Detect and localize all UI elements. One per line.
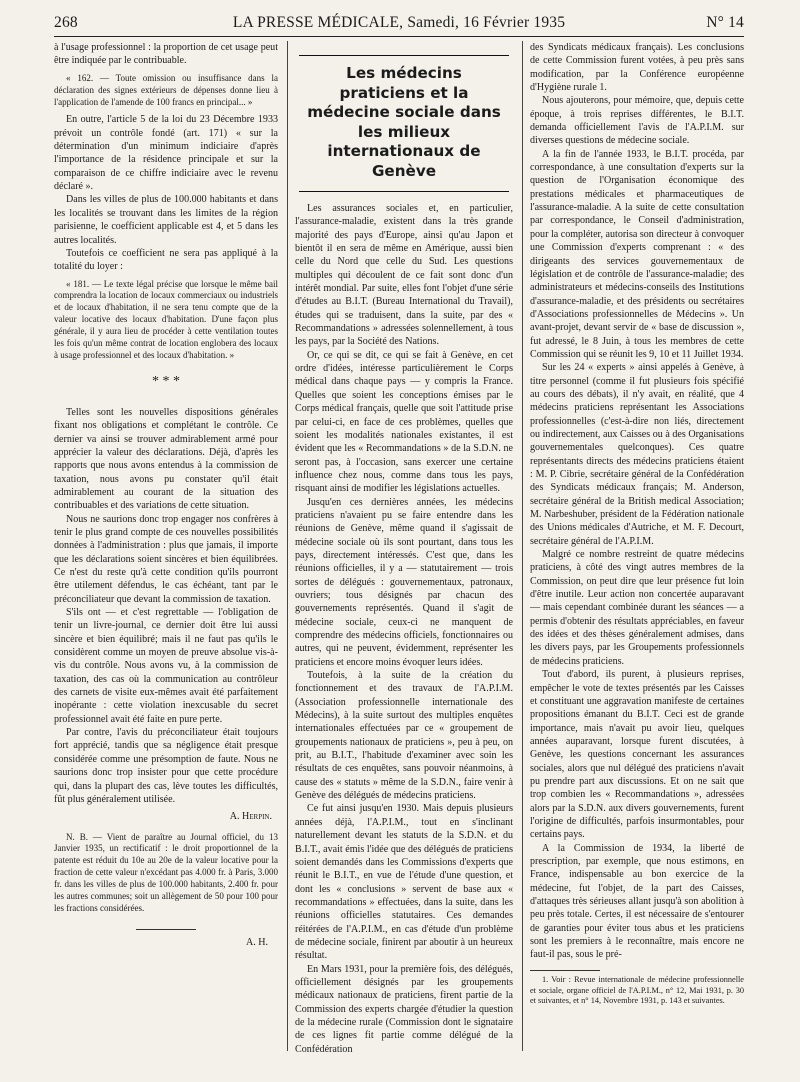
paragraph: A la fin de l'année 1933, le B.I.T. procéda, par correspondance, à une consultation d'experts sur la question de l'Organisation économique des prestations médicales et pharmaceutiques de l'assurance-maladie. A la suite de cette consultation par correspondance, le Conseil d'administration, pour la compléter, autorisa son directeur à convoquer une Commission d'experts comprenant : « des dirigeants des services gouvernementaux de législation et de contrôle de l'assurance-maladie; des administrateurs et médecins-conseils des Institutions d'assurance-maladie, et des présidents ou secrétaires d'Associations professionnelles de Médecins ». Un avant-projet, devant servir de « base de discussion », fut adressé, le 8 Juin, à tous les membres de cette Commission qui se réunit les 9, 10 et 11 Juillet 1934. [530, 148, 744, 360]
paragraph: Les assurances sociales et, en particulier, l'assurance-maladie, existent dans la très grande majorité des pays d'Europe, ainsi qu'au Japon et bientôt il en sera de même en Amérique, aussi bien celle du Nord que celle du Sud. Les questions multiples qui découlent de ce fait sont donc d'un intérêt mondial. Par suite, elles font l'objet d'une série d'études au B.I.T. (Bureau International du Travail), études qui se traduisent, dans la suite, par des « Recommandations » adressées solennellement, à tous les pays, par la Société des Nations. [295, 203, 513, 348]
paragraph: Or, ce qui se dit, ce qui se fait à Genève, en cet ordre d'idées, intéresse particulièrement le Corps médical dans chaque pays — y compris la France. Quelles que soient les conceptions émises par le Corps médical français, quelle que soit l'attitude prise par celui-ci, en face de ces problèmes, quelles que soient les modalités nationales existantes, il est évident que les « Recommandations » de la S.D.N. ne seront pas, à l'occasion, sans exercer une certaine influence chez nous, comme dans tous les pays, risquant ainsi de modifier les législations actuelles. [295, 349, 513, 495]
paragraph: Malgré ce nombre restreint de quatre médecins praticiens, à côté des vingt autres membres de la Commission, on peut dire que leur présence fut loin d'être inutile. Leur action non concertée auparavant — mais cependant combinée durant les séances — a permis d'obtenir des résultats appréciables, en faveur des idées et des thèses généralement admises, dans les divers pays, par les Groupements professionnels de médecins praticiens. [530, 549, 744, 667]
section-separator: * * * [152, 373, 180, 389]
article-title: Les médecins praticiens et la médecine sociale dans les milieux internationaux de Genève [299, 55, 509, 192]
footnote-rule [530, 970, 600, 971]
note-signature: A. H. [245, 936, 268, 948]
paragraph: En outre, l'article 5 de la loi du 23 Décembre 1933 prévoit un contrôle fondé (art. 171) « sur la détermination d'un minimum indiciaire d'après l'importance de la résidence principale et sur la comparaison de ce chiffre indiciaire avec le revenu déclaré ». [54, 114, 278, 193]
paragraph: Telles sont les nouvelles dispositions générales fixant nos obligations et complétant le contrôle. Ce dernier va ainsi se trouver admirablement armé pour apprécier la valeur des déclarations. Déjà, d'après les rapports que nous avons entendus à la commission de taxation, nous avons pu constater qu'il était admirablement au courant de la situation des contribuables et des variations de cette situation. [54, 406, 278, 512]
journal-title: LA PRESSE MÉDICALE, Samedi, 16 Février 1935 [232, 14, 566, 31]
paragraph: à l'usage professionnel : la proportion de cet usage peut être indiquée par le contribuable. [54, 42, 278, 67]
paragraph: Ce fut ainsi jusqu'en 1930. Mais depuis plusieurs années déjà, l'A.P.I.M., tout en s'inclinant naturellement devant les statuts de la S.D.N. et du B.I.T., avait émis l'idée que des délégués de praticiens soient demandés dans les Commissions d'experts que réunit le B.I.T., en vue de l'étude d'une question, et dont les « conclusions » servent de base aux « recommandations » effectuées, dans la suite, dans les réunions officielles statutaires. Ces demandes réitérées de l'A.P.I.M., en cas d'étude d'un problème de médecine sociale, finirent par aboutir à un heureux résultat. [295, 803, 513, 962]
paragraph: Toutefois ce coefficient ne sera pas appliqué à la totalité du loyer : [54, 247, 278, 273]
paragraph: Nous ne saurions donc trop engager nos confrères à tenir le plus grand compte de ces nouvelles possibilités données à l'administration : plus que jamais, il importe que les déclarations soient sincères et bien équilibrées. Ce n'est du reste qu'à cette condition qu'ils pourront être utilement défendus, le cas échéant, tant par le préconciliateur que devant la commission de taxation. [54, 513, 278, 605]
end-rule [136, 929, 196, 930]
page-header [54, 14, 744, 38]
column-left [54, 41, 278, 1061]
paragraph: S'ils ont — et c'est regrettable — l'obligation de tenir un livre-journal, ce dernier doit être lui aussi sincère et bien équilibré; mais il ne faut pas qu'ils le considèrent comme un moyen de preuve absolue vis-à-vis du contrôle. Nous avons vu, à la commission de taxation, des cas où la communication au contrôleur des carnets de visite eux-mêmes avait été parfaitement inopérante : cette violation inexcusable du secret professionnel avait été faite en pure perte. [54, 607, 278, 725]
paragraph: A la Commission de 1934, la liberté de prescription, par exemple, que nous estimons, en France, indispensable au bon exercice de la médecine, fut l'objet, de la part des Caisses, d'attaques très sérieuses allant jusqu'à son abolition à peu près totale. Certes, il est nécessaire de s'entourer de garanties pour éviter tous abus et les praticiens sont les premiers à le reconnaître, mais encore ne faut-il pas, sous le pré- [530, 842, 744, 961]
paragraph: Tout d'abord, ils purent, à plusieurs reprises, empêcher le vote de textes présentés par les Caisses et constituant une aggravation manifeste de certaines propositions émanant du B.I.T. Ceci est de grande importance, mais n'avait pu avoir lieu, quelques années auparavant, lorsque furent discutées, à Genève, les questions concernant les assurances sociales, alors que nul délégué des praticiens n'avait pu prendre part aux discussions. Et on ne sait que trop combien les « Recommandations », adressées alors par la S.D.N. aux divers gouvernements, furent l'origine de difficultés, parfois insurmontables, pour certains pays. [530, 669, 744, 841]
quoted-paragraph: « 181. — Le texte légal précise que lorsque le même bail comprendra la location de locaux commerciaux ou industriels et de locaux d'habitation, il ne sera tenu compte que de la valeur locative des locaux d'habitation. D'une façon plus générale, il y aura lieu de procéder à cette ventilation toutes les fois qu'un même contrat de location englobera des locaux à usage professionnel et des locaux d'habitation. » [54, 278, 278, 360]
quoted-paragraph: « 162. — Toute omission ou insuffisance dans la déclaration des signes extérieurs de dépenses donne lieu à l'application de l'amende de 100 francs en principal... » [54, 72, 278, 107]
page-number: 268 [54, 14, 78, 31]
paragraph: En Mars 1931, pour la première fois, des délégués, officiellement désignés par les groupements médicaux nationaux de praticiens, firent partie de la Commission des experts chargée d'étudier la question de la médecine rurale (Commission dont le signataire de ces lignes fit partie comme délégué de la Confédération [295, 963, 513, 1055]
note-paragraph: N. B. — Vient de paraître au Journal officiel, du 13 Janvier 1935, un rectificatif : le droit proportionnel de la patente est réduit du 10e au 20e de la valeur locative pour la fraction de cette valeur n'excédant pas 4.000 fr. à Paris, 3.000 fr. dans les villes de plus de 100.000 habitants, 2.400 fr. pour les autres communes; soit un allègement de 50 pour 100 pour les fractions considérées. [54, 831, 278, 913]
paragraph: Nous ajouterons, pour mémoire, que, depuis cette époque, à trois reprises différentes, le B.I.T. demanda officiellement l'avis de l'A.P.I.M. sur diverses questions de médecine sociale. [530, 95, 744, 147]
column-divider [287, 41, 288, 1051]
paragraph: Par contre, l'avis du préconciliateur était toujours fort apprécié, tandis que sa négligence était presque considérée comme une présomption de faute. Nous ne saurions donc trop insister pour que cette procédure qui, dans la plupart des cas, lève toutes les difficultés, fût plus généralement utilisée. [54, 727, 278, 805]
paragraph: Sur les 24 « experts » ainsi appelés à Genève, à titre personnel (comme il fut plusieurs fois spécifié au cours des débats), il n'y avait, en réalité, que 4 médecins praticiens représentant les Associations professionnelles (c'est-à-dire non liés, directement ou indirectement, aux Caisses ou à des Organisations gouvernementales quelconques). Ces quatre représentants directs des médecins praticiens étaient : M. P. Cibrie, secrétaire général de la Confédération des Syndicats médicaux français; M. Anderson, secrétaire général de la British medical Association; M. Narbeshuber, président de la Fédération nationale des Unions médicales d'Autriche, et M. F. Decourt, secrétaire général de l'A.P.I.M. [530, 362, 744, 547]
column-middle [295, 41, 513, 1061]
author-signature: A. Herpin. [229, 811, 272, 823]
paragraph: Dans les villes de plus de 100.000 habitants et dans les localités se trouvant dans les limites de la région parisienne, le coefficient applicable est 4, et 5 dans les autres localités. [54, 194, 278, 246]
column-divider [522, 41, 523, 1051]
header-rule [54, 36, 744, 37]
issue-number: N° 14 [706, 14, 744, 31]
column-right [530, 41, 744, 1061]
paragraph: Jusqu'en ces dernières années, les médecins praticiens n'avaient pu se faire entendre dans les réunions de Genève, même quand il s'agissait de médecine sociale où ils sont pourtant, dans tous les pays, directement intéressés. C'est que, dans les réunions officielles, il y a — statutairement — trois sortes de délégués : gouvernementaux, patronaux, ouvriers; tous désignés par chacun des gouvernements représentés. Quand il s'agit de médecine sociale, ceux-ci ne manquent de comprendre des médecins officiels, fonctionnaires ou autres, qui ne peuvent, évidemment, représenter les praticiens et encore moins évoquer leurs idées. [295, 496, 513, 668]
footnote: 1. Voir : Revue internationale de médecine professionnelle et sociale, organe officiel de l'A.P.I.M., n° 12, Mai 1931, p. 30 et suivantes, et n° 14, Novembre 1931, p. 143 et suivantes. [530, 974, 744, 1006]
paragraph: Toutefois, à la suite de la création du fonctionnement et des travaux de l'A.P.I.M. (Association professionnelle internationale des Médecins), à la suite surtout des multiples enquêtes internationales effectuées par ce « groupement de groupements nationaux de praticiens », peu à peu, on prit, au B.I.T., l'habitude d'examiner avec soin les résultats de ces enquêtes, sans pouvoir néanmoins, à cause des « statuts » même de la S.D.N., faire venir à Genève des délégués de médecins praticiens. [295, 670, 513, 802]
paragraph: des Syndicats médicaux français). Les conclusions de cette Commission furent votées, à peu près sans modification, par la Conférence européenne d'Hygiène rurale 1. [530, 42, 744, 94]
